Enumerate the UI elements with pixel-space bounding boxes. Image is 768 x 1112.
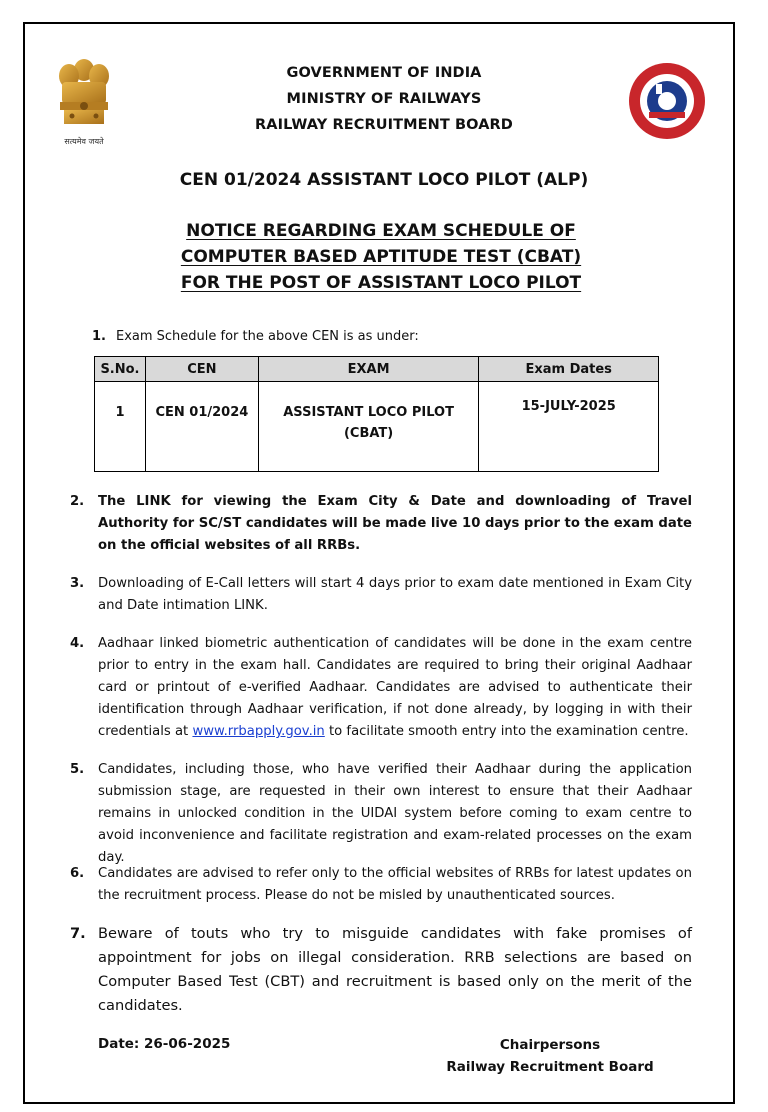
emblem-caption: सत्यमेव जयते	[64, 137, 104, 146]
notice-date: Date: 26-06-2025	[98, 1036, 231, 1052]
item-4	[70, 633, 692, 743]
cen-title: CEN 01/2024 ASSISTANT LOCO PILOT (ALP)	[179, 170, 589, 190]
item-6	[70, 863, 692, 907]
header-board: RAILWAY RECRUITMENT BOARD	[255, 117, 513, 133]
signature-block	[440, 1034, 660, 1078]
header-ministry: MINISTRY OF RAILWAYS	[286, 91, 482, 107]
item-text: Candidates are advised to refer only to the official websites of RRBs for latest updates on the recruitment process. Please do not be misled by unauthenticated sources.	[98, 866, 692, 903]
col-header-sno: S.No.	[95, 357, 146, 382]
rrbapply-link[interactable]: www.rrbapply.gov.in	[192, 724, 325, 739]
item-number: 7.	[70, 925, 86, 942]
col-header-exam: EXAM	[258, 357, 479, 382]
cell-exam-date: 15-JULY-2025	[479, 382, 659, 472]
item-number: 3.	[70, 576, 85, 591]
exam-schedule-table	[94, 356, 659, 472]
item-text: Downloading of E-Call letters will start 4 days prior to exam date mentioned in Exam City and Date intimation LINK.	[98, 576, 692, 613]
item-number: 1.	[92, 329, 106, 344]
item-text: Candidates, including those, who have verified their Aadhaar during the application submission stage, are requested in their own interest to ensure that their Aadhaar remains in unlocked condition in the UIDAI system before coming to exam centre to avoid inconvenience and facilitate registration and exam-related processes on the exam day.	[98, 762, 692, 865]
notice-title-line3: FOR THE POST OF ASSISTANT LOCO PILOT	[180, 273, 582, 293]
item-text: Beware of touts who try to misguide candidates with fake promises of appointment for jobs on illegal consideration. RRB selections are based on Computer Based Test (CBT) and recruitment is based only on the merit of the candidates.	[98, 925, 692, 1014]
item-7	[70, 922, 692, 1018]
item-2	[70, 491, 692, 557]
table-row	[95, 382, 659, 472]
item-number: 5.	[70, 762, 85, 777]
col-header-cen: CEN	[145, 357, 258, 382]
table-header-row	[95, 357, 659, 382]
item-text-after: to facilitate smooth entry into the examination centre.	[329, 724, 689, 739]
cell-exam-line2: (CBAT)	[343, 426, 394, 441]
item-3	[70, 573, 692, 617]
cell-exam-line1: ASSISTANT LOCO PILOT	[283, 405, 454, 420]
notice-title-line1: NOTICE REGARDING EXAM SCHEDULE OF	[186, 221, 576, 241]
cell-sno: 1	[95, 382, 146, 472]
col-header-exam-dates: Exam Dates	[479, 357, 659, 382]
cell-cen: CEN 01/2024	[145, 382, 258, 472]
signatory-organisation: Railway Recruitment Board	[446, 1059, 654, 1075]
item-number: 4.	[70, 636, 85, 651]
header-government: GOVERNMENT OF INDIA	[286, 65, 482, 81]
item-number: 6.	[70, 866, 85, 881]
signatory-title: Chairpersons	[499, 1037, 601, 1053]
item-5	[70, 759, 692, 869]
item-text: Exam Schedule for the above CEN is as under:	[115, 329, 419, 344]
item-1	[92, 329, 419, 344]
item-number: 2.	[70, 494, 85, 509]
item-text	[98, 633, 692, 743]
item-text: The LINK for viewing the Exam City & Date and downloading of Travel Authority for SC/ST candidates will be made live 10 days prior to the exam date on the official websites of all RRBs.	[98, 494, 693, 553]
notice-title-line2: COMPUTER BASED APTITUDE TEST (CBAT)	[180, 247, 582, 267]
cell-exam	[258, 382, 479, 472]
item-text-before: Aadhaar linked biometric authentication of candidates will be done in the exam centre prior to entry in the exam hall. Candidates are required to bring their original Aadhaar card or printout of e-verified Aadhaar. Candidates are advised to authenticate their identification through Aadhaar verification, if not done already, by logging in with their credentials at	[98, 636, 692, 739]
